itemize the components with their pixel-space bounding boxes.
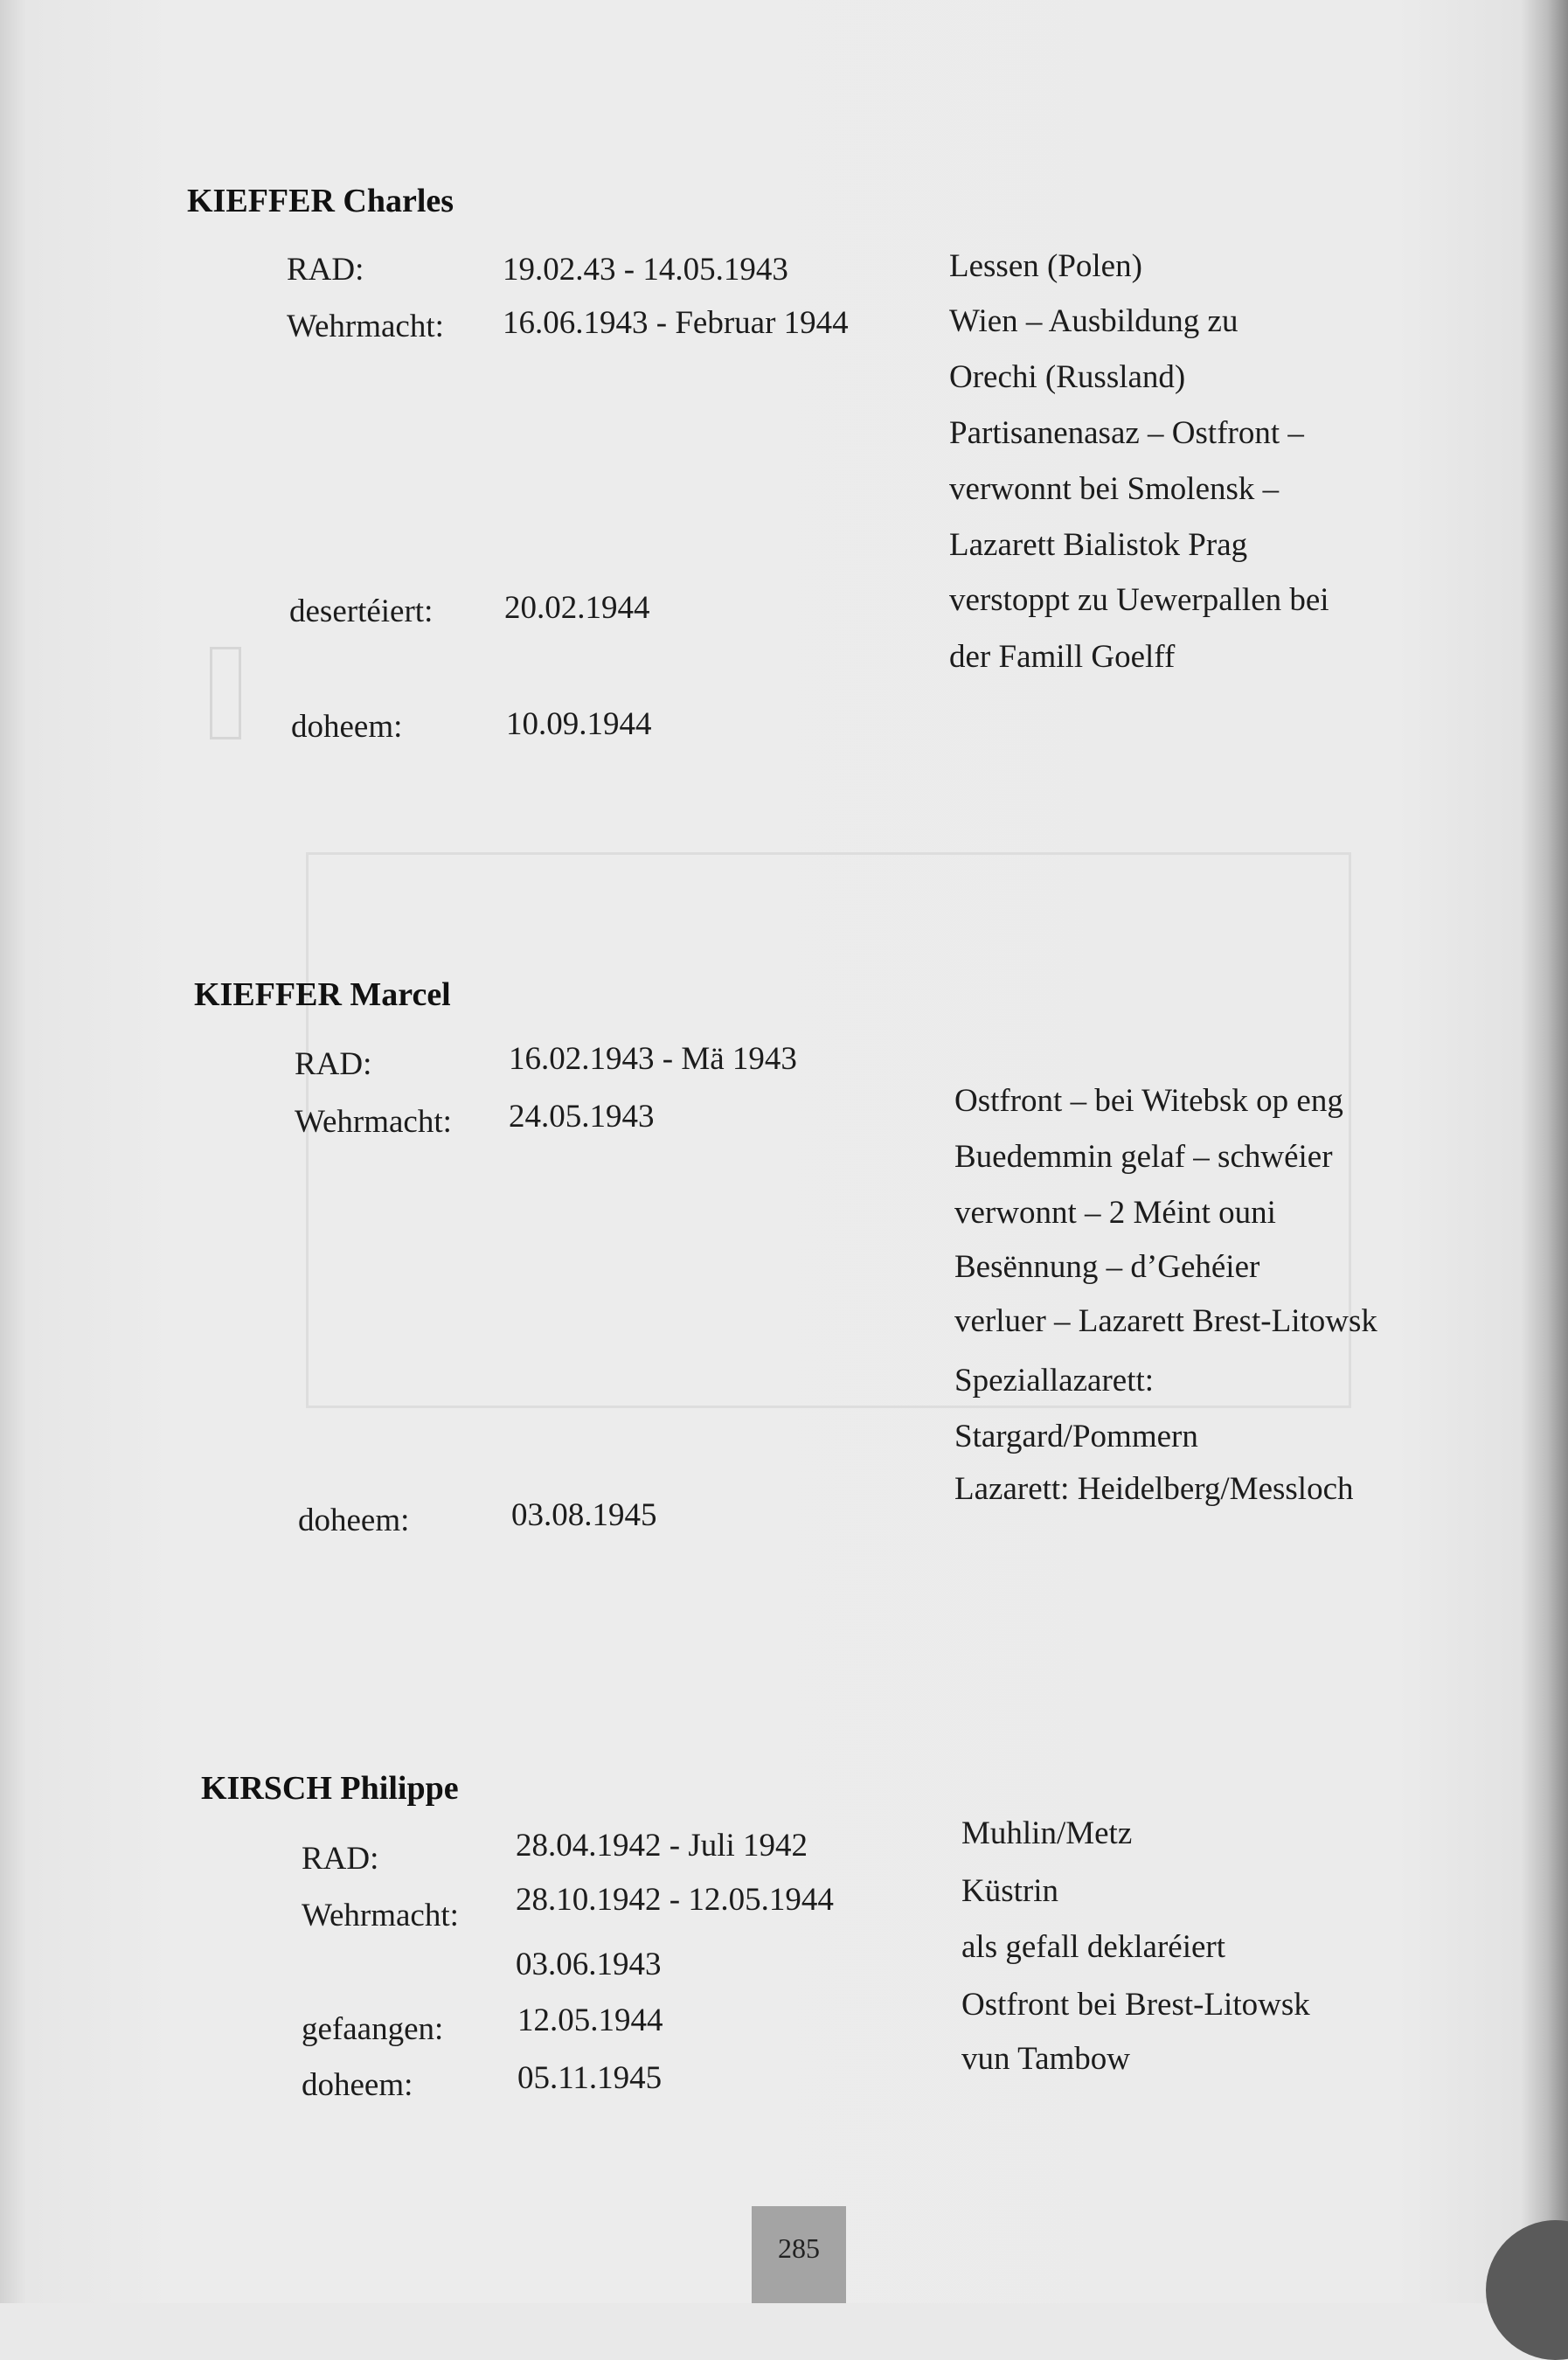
date-gefaangen: 12.05.1944 <box>517 2003 663 2038</box>
date-wehrmacht: 24.05.1943 <box>509 1099 655 1135</box>
note-line: verwonnt bei Smolensk – <box>949 471 1280 507</box>
note-line: Ostfront bei Brest-Litowsk <box>961 1987 1310 2023</box>
note-line: vun Tambow <box>961 2041 1131 2077</box>
date-wehrmacht: 28.10.1942 - 12.05.1944 <box>516 1882 834 1918</box>
label-wehrmacht: Wehrmacht: <box>302 1898 459 1933</box>
label-wehrmacht: Wehrmacht: <box>287 309 444 344</box>
note-line: Buedemmin gelaf – schwéier <box>954 1139 1333 1175</box>
note-line: verluer – Lazarett Brest-Litowsk <box>954 1303 1377 1339</box>
note-line: als gefall deklaréiert <box>961 1929 1225 1965</box>
note-line: Muhlin/Metz <box>961 1815 1133 1851</box>
date-rad: 16.02.1943 - Mä 1943 <box>509 1041 797 1077</box>
person-name: KIEFFER Charles <box>187 183 454 219</box>
note-line: Küstrin <box>961 1873 1058 1909</box>
label-wehrmacht: Wehrmacht: <box>295 1104 452 1140</box>
date-wehrmacht: 16.06.1943 - Februar 1944 <box>503 305 849 341</box>
note-line: Ostfront – bei Witebsk op eng <box>954 1083 1343 1119</box>
note-line: Orechi (Russland) <box>949 359 1186 395</box>
date-declared: 03.06.1943 <box>516 1947 662 1982</box>
page-number: 285 <box>778 2232 820 2264</box>
person-name: KIEFFER Marcel <box>194 976 451 1013</box>
note-line: der Famill Goelff <box>949 639 1176 675</box>
date-doheem: 10.09.1944 <box>506 706 652 742</box>
label-doheem: doheem: <box>298 1503 410 1538</box>
note-line: Speziallazarett: <box>954 1363 1155 1399</box>
note-line: Lessen (Polen) <box>949 248 1142 284</box>
page-corner-shadow <box>1486 2220 1568 2360</box>
note-line: verstoppt zu Uewerpallen bei <box>949 582 1329 618</box>
date-doheem: 05.11.1945 <box>517 2060 663 2096</box>
date-rad: 19.02.43 - 14.05.1943 <box>503 252 788 288</box>
date-doheem: 03.08.1945 <box>511 1497 657 1533</box>
label-gefaangen: gefaangen: <box>302 2011 444 2047</box>
page-number-box <box>752 2206 846 2303</box>
note-line: Lazarett Bialistok Prag <box>949 527 1248 563</box>
label-doheem: doheem: <box>302 2067 413 2103</box>
label-desertiert: desertéiert: <box>289 593 434 629</box>
show-through-stamp <box>210 647 241 739</box>
label-rad: RAD: <box>295 1046 372 1082</box>
label-doheem: doheem: <box>291 709 403 745</box>
note-line: Lazarett: Heidelberg/Messloch <box>954 1471 1354 1507</box>
label-rad: RAD: <box>302 1841 379 1877</box>
label-rad: RAD: <box>287 252 364 288</box>
date-desertiert: 20.02.1944 <box>504 590 650 626</box>
note-line: Stargard/Pommern <box>954 1419 1198 1454</box>
person-name: KIRSCH Philippe <box>201 1770 459 1807</box>
note-line: Besënnung – d’Gehéier <box>954 1249 1260 1285</box>
date-rad: 28.04.1942 - Juli 1942 <box>516 1828 808 1864</box>
note-line: Partisanenasaz – Ostfront – <box>949 415 1304 451</box>
note-line: verwonnt – 2 Méint ouni <box>954 1195 1276 1231</box>
note-line: Wien – Ausbildung zu <box>949 303 1238 339</box>
